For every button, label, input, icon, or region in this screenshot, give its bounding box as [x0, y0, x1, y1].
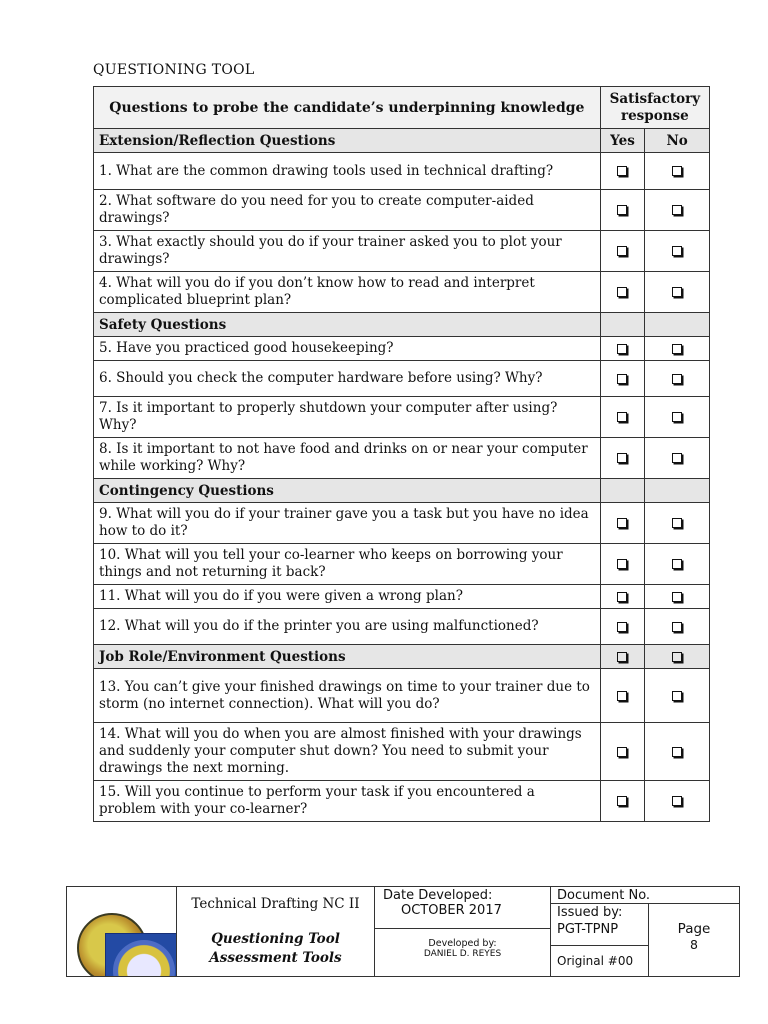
checkbox-icon[interactable]	[617, 796, 627, 806]
checkbox-icon[interactable]	[672, 166, 682, 176]
question-text: 5. Have you practiced good housekeeping?	[94, 337, 601, 361]
section-header	[94, 479, 710, 503]
no-checkbox[interactable]	[645, 337, 710, 361]
question-row	[94, 669, 710, 723]
question-text: 10. What will you tell your co-learner who keeps on borrowing your things and not returning it back?	[94, 544, 601, 585]
document-footer	[66, 886, 740, 977]
question-row	[94, 438, 710, 479]
yes-checkbox[interactable]	[600, 503, 645, 544]
question-row	[94, 609, 710, 645]
checkbox-icon[interactable]	[672, 453, 682, 463]
yes-column-label: Yes	[600, 129, 645, 153]
no-checkbox[interactable]	[645, 361, 710, 397]
document-title: QUESTIONING TOOL	[93, 62, 255, 78]
footer-issued-cell	[551, 904, 649, 946]
checkbox-icon[interactable]	[617, 518, 627, 528]
question-row	[94, 397, 710, 438]
yes-checkbox[interactable]	[600, 669, 645, 723]
no-checkbox[interactable]	[645, 781, 710, 822]
yes-checkbox[interactable]	[600, 361, 645, 397]
checkbox-icon[interactable]	[672, 796, 682, 806]
yes-checkbox[interactable]	[600, 438, 645, 479]
date-developed-value: OCTOBER 2017	[401, 903, 502, 918]
question-row	[94, 585, 710, 609]
checkbox-icon[interactable]	[617, 592, 627, 602]
no-checkbox[interactable]	[645, 669, 710, 723]
header-questions: Questions to probe the candidate’s underpinning knowledge	[94, 87, 601, 129]
document-number-label: Document No.	[551, 887, 739, 904]
footer-date-cell	[375, 887, 551, 929]
checkbox-icon[interactable]	[672, 518, 682, 528]
no-checkbox[interactable]	[645, 503, 710, 544]
checkbox-icon[interactable]	[617, 374, 627, 384]
question-text: 4. What will you do if you don’t know how to read and interpret complicated blueprint plan?	[94, 272, 601, 313]
question-row	[94, 272, 710, 313]
footer-developer-cell	[375, 929, 551, 976]
checkbox-icon[interactable]	[672, 412, 682, 422]
question-row	[94, 544, 710, 585]
questioning-table	[93, 86, 710, 822]
section-title: Safety Questions	[94, 313, 601, 337]
original-number: Original #00	[551, 946, 649, 976]
checkbox-icon[interactable]	[672, 622, 682, 632]
section-header	[94, 645, 710, 669]
section-title: Extension/Reflection Questions	[94, 129, 601, 153]
footer-logo-cell	[67, 887, 177, 976]
yes-checkbox[interactable]	[600, 781, 645, 822]
checkbox-icon[interactable]	[617, 691, 627, 701]
checkbox-icon[interactable]	[617, 622, 627, 632]
section-title: Contingency Questions	[94, 479, 601, 503]
yes-checkbox[interactable]	[600, 272, 645, 313]
yes-checkbox[interactable]	[600, 609, 645, 645]
section-blank-cell	[645, 479, 710, 503]
question-row	[94, 153, 710, 190]
checkbox-icon[interactable]	[617, 205, 627, 215]
question-row	[94, 781, 710, 822]
question-text: 3. What exactly should you do if your trainer asked you to plot your drawings?	[94, 231, 601, 272]
no-checkbox[interactable]	[645, 438, 710, 479]
checkbox-icon[interactable]	[672, 747, 682, 757]
checkbox-icon[interactable]	[672, 246, 682, 256]
tool-title-2: Assessment Tools	[209, 950, 342, 966]
date-developed-label: Date Developed:	[383, 888, 493, 903]
section-blank-cell	[600, 313, 645, 337]
question-text: 1. What are the common drawing tools used in technical drafting?	[94, 153, 601, 190]
section-blank-cell	[600, 479, 645, 503]
yes-checkbox[interactable]	[600, 544, 645, 585]
checkbox-icon[interactable]	[672, 374, 682, 384]
checkbox-icon[interactable]	[672, 691, 682, 701]
section-title: Job Role/Environment Questions	[94, 645, 601, 669]
yes-checkbox[interactable]	[600, 585, 645, 609]
question-text: 8. Is it important to not have food and drinks on or near your computer while working? Why?	[94, 438, 601, 479]
question-text: 6. Should you check the computer hardware before using? Why?	[94, 361, 601, 397]
question-text: 9. What will you do if your trainer gave you a task but you have no idea how to do it?	[94, 503, 601, 544]
yes-checkbox[interactable]	[600, 190, 645, 231]
question-text: 7. Is it important to properly shutdown your computer after using? Why?	[94, 397, 601, 438]
checkbox-icon[interactable]	[672, 592, 682, 602]
checkbox-icon[interactable]	[617, 412, 627, 422]
checkbox-icon[interactable]	[617, 287, 627, 297]
checkbox-icon[interactable]	[672, 205, 682, 215]
question-text: 2. What software do you need for you to create computer-aided drawings?	[94, 190, 601, 231]
no-checkbox[interactable]	[645, 397, 710, 438]
course-name: Technical Drafting NC II	[191, 896, 360, 912]
question-row	[94, 190, 710, 231]
question-row	[94, 231, 710, 272]
question-text: 14. What will you do when you are almost finished with your drawings and suddenly your computer shut down? You need to submit your drawings the next morning.	[94, 723, 601, 781]
checkbox-icon[interactable]	[645, 645, 710, 669]
question-row	[94, 361, 710, 397]
no-checkbox[interactable]	[645, 544, 710, 585]
yes-checkbox[interactable]	[600, 231, 645, 272]
footer-page-cell	[649, 904, 739, 976]
checkbox-icon[interactable]	[672, 559, 682, 569]
question-text: 13. You can’t give your finished drawings on time to your trainer due to storm (no internet connection). What will you do?	[94, 669, 601, 723]
tpnp-seal-logo	[105, 933, 177, 976]
issued-by-label: Issued by:	[557, 905, 623, 920]
question-row	[94, 723, 710, 781]
checkbox-icon[interactable]	[600, 645, 645, 669]
no-checkbox[interactable]	[645, 153, 710, 190]
developed-by-label: Developed by:	[428, 938, 497, 949]
checkbox-icon[interactable]	[617, 747, 627, 757]
section-blank-cell	[645, 313, 710, 337]
no-column-label: No	[645, 129, 710, 153]
footer-course-cell	[177, 887, 375, 976]
checkbox-icon[interactable]	[672, 287, 682, 297]
section-header	[94, 129, 710, 153]
checkbox-icon[interactable]	[617, 559, 627, 569]
checkbox-icon[interactable]	[672, 344, 682, 354]
page-label: Page	[677, 921, 711, 937]
developer-name: DANIEL D. REYES	[423, 949, 502, 959]
issuer-name: PGT-TPNP	[557, 922, 619, 937]
no-checkbox[interactable]	[645, 190, 710, 231]
question-row	[94, 337, 710, 361]
no-checkbox[interactable]	[645, 231, 710, 272]
page-number: 8	[690, 937, 698, 952]
question-text: 11. What will you do if you were given a wrong plan?	[94, 585, 601, 609]
section-header	[94, 313, 710, 337]
yes-checkbox[interactable]	[600, 337, 645, 361]
no-checkbox[interactable]	[645, 585, 710, 609]
question-text: 12. What will you do if the printer you are using malfunctioned?	[94, 609, 601, 645]
question-text: 15. Will you continue to perform your task if you encountered a problem with your co-learner?	[94, 781, 601, 822]
checkbox-icon[interactable]	[617, 453, 627, 463]
header-satisfactory-response: Satisfactory response	[600, 87, 709, 129]
no-checkbox[interactable]	[645, 723, 710, 781]
no-checkbox[interactable]	[645, 272, 710, 313]
yes-checkbox[interactable]	[600, 723, 645, 781]
no-checkbox[interactable]	[645, 609, 710, 645]
checkbox-icon[interactable]	[617, 246, 627, 256]
question-row	[94, 503, 710, 544]
yes-checkbox[interactable]	[600, 397, 645, 438]
tool-title-1: Questioning Tool	[211, 931, 340, 947]
yes-checkbox[interactable]	[600, 153, 645, 190]
checkbox-icon[interactable]	[617, 344, 627, 354]
checkbox-icon[interactable]	[617, 166, 627, 176]
